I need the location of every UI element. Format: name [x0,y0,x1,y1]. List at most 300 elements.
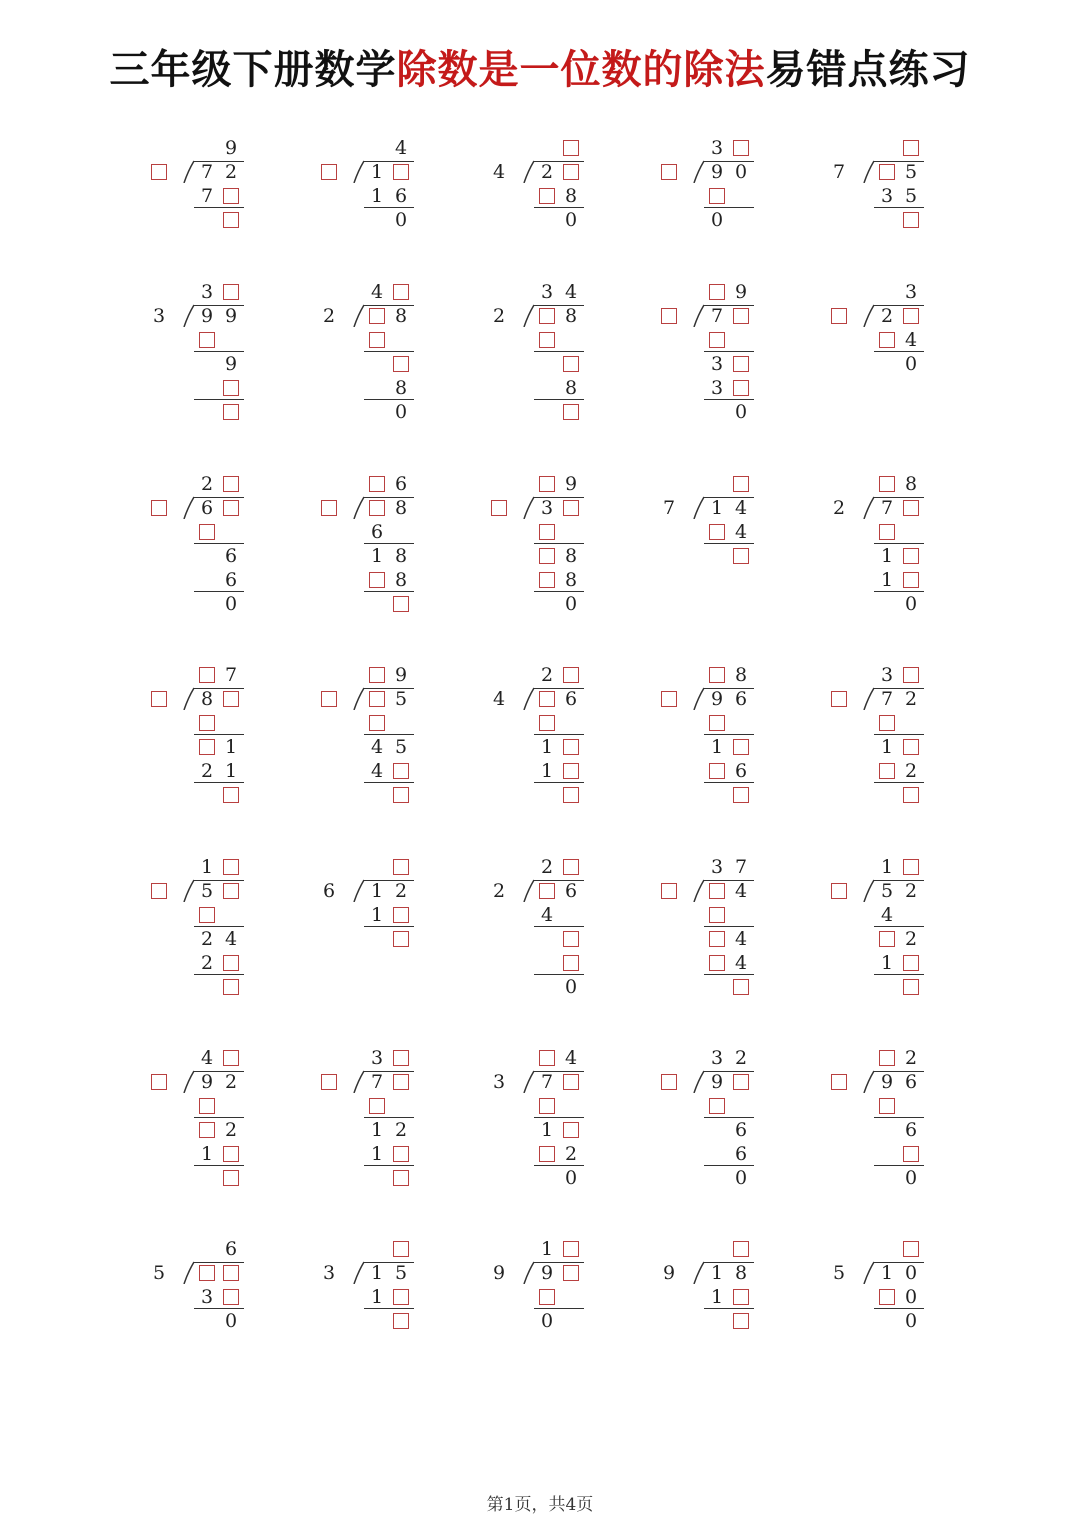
answer-box[interactable] [709,188,725,204]
answer-box[interactable] [369,715,385,731]
answer-box[interactable] [661,308,677,324]
answer-box[interactable] [539,1289,555,1305]
answer-box[interactable] [393,1313,409,1329]
answer-box[interactable] [321,1074,337,1090]
answer-box[interactable] [393,356,409,372]
answer-box[interactable] [733,979,749,995]
answer-box[interactable] [879,763,895,779]
quotient-digit: 9 [564,473,578,495]
answer-box[interactable] [539,572,555,588]
quotient-digit: 2 [540,856,554,878]
answer-box[interactable] [223,404,239,420]
dividend-digit: 8 [394,305,408,327]
answer-box[interactable] [733,1289,749,1305]
division-bracket [860,159,880,183]
title-suffix: 易错点练习 [765,47,971,93]
quotient-digit: 8 [904,473,918,495]
answer-box[interactable] [393,763,409,779]
step-digit: 0 [904,1286,918,1308]
step-digit: 0 [564,209,578,231]
answer-box[interactable] [539,548,555,564]
dividend-digit: 8 [200,688,214,710]
dividend-digit: 2 [224,161,238,183]
step-digit: 2 [200,952,214,974]
answer-box[interactable] [903,787,919,803]
answer-box[interactable] [879,524,895,540]
answer-box[interactable] [199,667,215,683]
step-digit: 1 [370,185,384,207]
dividend-digit: 1 [370,161,384,183]
dividend-digit: 5 [394,1262,408,1284]
answer-box[interactable] [879,332,895,348]
answer-box[interactable] [831,1074,847,1090]
dividend-digit: 5 [394,688,408,710]
step-digit: 0 [564,1167,578,1189]
step-digit: 2 [200,760,214,782]
answer-box[interactable] [539,1098,555,1114]
quotient-digit: 9 [224,137,238,159]
answer-box[interactable] [539,476,555,492]
answer-box[interactable] [321,500,337,516]
step-digit: 4 [734,928,748,950]
answer-box[interactable] [393,164,409,180]
quotient-digit: 2 [200,473,214,495]
answer-box[interactable] [151,500,167,516]
step-digit: 4 [734,952,748,974]
quotient-digit: 6 [224,1238,238,1260]
answer-box[interactable] [393,787,409,803]
dividend-digit: 3 [540,497,554,519]
answer-box[interactable] [223,1170,239,1186]
answer-box[interactable] [903,1241,919,1257]
answer-box[interactable] [661,883,677,899]
division-bracket [350,686,370,710]
quotient-digit: 7 [734,856,748,878]
answer-box[interactable] [903,212,919,228]
divisor: 2 [492,305,506,327]
step-digit: 4 [370,760,384,782]
answer-box[interactable] [223,883,239,899]
answer-box[interactable] [879,476,895,492]
answer-box[interactable] [733,356,749,372]
dividend-digit: 4 [734,497,748,519]
answer-box[interactable] [199,1122,215,1138]
answer-box[interactable] [539,715,555,731]
step-digit: 0 [710,209,724,231]
quotient-digit: 1 [200,856,214,878]
step-line [364,591,414,592]
answer-box[interactable] [393,1050,409,1066]
dividend-digit: 2 [904,880,918,902]
answer-box[interactable] [903,1146,919,1162]
quotient-digit: 4 [564,281,578,303]
answer-box[interactable] [223,500,239,516]
step-line [534,926,584,927]
divisor: 3 [492,1071,506,1093]
dividend-digit: 0 [904,1262,918,1284]
answer-box[interactable] [903,572,919,588]
answer-box[interactable] [539,188,555,204]
step-line [364,926,414,927]
answer-box[interactable] [709,1098,725,1114]
answer-box[interactable] [563,164,579,180]
answer-box[interactable] [369,667,385,683]
quotient-digit: 9 [734,281,748,303]
step-digit: 8 [564,377,578,399]
answer-box[interactable] [733,1313,749,1329]
dividend-digit: 1 [710,1262,724,1284]
divisor: 9 [662,1262,676,1284]
answer-box[interactable] [563,1074,579,1090]
answer-box[interactable] [733,1241,749,1257]
answer-box[interactable] [563,140,579,156]
division-bracket [520,878,540,902]
step-digit: 1 [540,736,554,758]
answer-box[interactable] [369,476,385,492]
answer-box[interactable] [223,1289,239,1305]
answer-box[interactable] [563,500,579,516]
answer-box[interactable] [321,691,337,707]
step-digit: 5 [904,185,918,207]
divisor: 7 [832,161,846,183]
answer-box[interactable] [223,787,239,803]
answer-box[interactable] [369,572,385,588]
answer-box[interactable] [563,1265,579,1281]
step-line [194,974,244,975]
quotient-digit: 3 [200,281,214,303]
step-digit: 2 [394,1119,408,1141]
quotient-digit: 3 [904,281,918,303]
answer-box[interactable] [661,164,677,180]
quotient-digit: 3 [710,856,724,878]
answer-box[interactable] [563,931,579,947]
answer-box[interactable] [223,212,239,228]
step-line [874,782,924,783]
answer-box[interactable] [321,164,337,180]
answer-box[interactable] [879,931,895,947]
dividend-digit: 9 [710,1071,724,1093]
step-line [194,782,244,783]
division-bracket [520,686,540,710]
step-digit: 3 [710,353,724,375]
answer-box[interactable] [491,500,507,516]
step-digit: 1 [200,1143,214,1165]
dividend-digit: 5 [880,880,894,902]
answer-box[interactable] [223,979,239,995]
answer-box[interactable] [199,524,215,540]
answer-box[interactable] [709,284,725,300]
step-line [704,1308,754,1309]
answer-box[interactable] [709,955,725,971]
answer-box[interactable] [223,1050,239,1066]
answer-box[interactable] [733,1074,749,1090]
answer-box[interactable] [563,404,579,420]
division-bracket [350,495,370,519]
answer-box[interactable] [879,1289,895,1305]
dividend-digit: 7 [880,688,894,710]
step-line [364,351,414,352]
step-line [874,974,924,975]
step-digit: 5 [394,736,408,758]
answer-box[interactable] [563,356,579,372]
divisor: 2 [322,305,336,327]
step-digit: 6 [224,545,238,567]
quotient-digit: 3 [540,281,554,303]
step-line [534,782,584,783]
answer-box[interactable] [903,859,919,875]
answer-box[interactable] [393,931,409,947]
answer-box[interactable] [733,787,749,803]
step-digit: 0 [734,1167,748,1189]
step-line [704,782,754,783]
step-digit: 6 [734,1143,748,1165]
answer-box[interactable] [199,907,215,923]
answer-box[interactable] [393,284,409,300]
step-digit: 9 [224,353,238,375]
step-digit: 8 [564,545,578,567]
answer-box[interactable] [223,188,239,204]
answer-box[interactable] [831,883,847,899]
answer-box[interactable] [831,691,847,707]
answer-box[interactable] [903,500,919,516]
answer-box[interactable] [903,308,919,324]
dividend-digit: 6 [904,1071,918,1093]
answer-box[interactable] [539,1050,555,1066]
title-prefix: 三年级下册数学 [109,47,397,93]
answer-box[interactable] [539,308,555,324]
answer-box[interactable] [393,1170,409,1186]
step-digit: 8 [564,185,578,207]
answer-box[interactable] [733,308,749,324]
step-digit: 0 [564,976,578,998]
step-digit: 7 [200,185,214,207]
answer-box[interactable] [733,548,749,564]
step-digit: 4 [734,521,748,543]
answer-box[interactable] [393,596,409,612]
divisor: 9 [492,1262,506,1284]
answer-box[interactable] [733,739,749,755]
quotient-digit: 1 [540,1238,554,1260]
answer-box[interactable] [223,284,239,300]
quotient-digit: 3 [370,1047,384,1069]
quotient-digit: 2 [734,1047,748,1069]
step-digit: 0 [564,593,578,615]
step-line [194,207,244,208]
dividend-digit: 9 [540,1262,554,1284]
answer-box[interactable] [151,691,167,707]
division-bracket [350,303,370,327]
division-bracket [690,878,710,902]
step-digit: 6 [904,1119,918,1141]
step-digit: 8 [394,545,408,567]
answer-box[interactable] [199,1265,215,1281]
step-line [194,399,244,400]
answer-box[interactable] [709,524,725,540]
answer-box[interactable] [709,907,725,923]
answer-box[interactable] [903,979,919,995]
dividend-digit: 0 [734,161,748,183]
answer-box[interactable] [199,332,215,348]
step-digit: 0 [734,401,748,423]
dividend-digit: 8 [734,1262,748,1284]
step-digit: 3 [200,1286,214,1308]
step-digit: 0 [904,593,918,615]
dividend-digit: 9 [200,1071,214,1093]
answer-box[interactable] [223,691,239,707]
answer-box[interactable] [709,667,725,683]
answer-box[interactable] [199,715,215,731]
answer-box[interactable] [223,1265,239,1281]
step-digit: 2 [904,928,918,950]
page-footer: 第1页，共4页 [486,1495,594,1515]
answer-box[interactable] [369,500,385,516]
dividend-digit: 9 [880,1071,894,1093]
divisor: 4 [492,161,506,183]
answer-box[interactable] [393,1074,409,1090]
answer-box[interactable] [393,907,409,923]
divisor: 6 [322,880,336,902]
answer-box[interactable] [539,691,555,707]
answer-box[interactable] [879,1050,895,1066]
answer-box[interactable] [709,715,725,731]
dividend-digit: 1 [370,1262,384,1284]
step-digit: 2 [224,1119,238,1141]
step-digit: 3 [710,377,724,399]
step-digit: 4 [904,329,918,351]
quotient-digit: 4 [370,281,384,303]
step-digit: 0 [224,593,238,615]
step-digit: 1 [540,1119,554,1141]
dividend-digit: 2 [224,1071,238,1093]
step-digit: 6 [394,185,408,207]
answer-box[interactable] [903,548,919,564]
divisor: 7 [662,497,676,519]
answer-box[interactable] [879,1098,895,1114]
answer-box[interactable] [563,1241,579,1257]
step-digit: 6 [224,569,238,591]
divisor: 5 [152,1262,166,1284]
step-line [534,351,584,352]
answer-box[interactable] [369,332,385,348]
step-digit: 1 [540,760,554,782]
answer-box[interactable] [709,763,725,779]
answer-box[interactable] [831,308,847,324]
answer-box[interactable] [563,859,579,875]
answer-box[interactable] [709,883,725,899]
step-digit: 1 [370,904,384,926]
answer-box[interactable] [223,859,239,875]
answer-box[interactable] [539,332,555,348]
answer-box[interactable] [223,1146,239,1162]
answer-box[interactable] [539,1146,555,1162]
step-digit: 6 [734,760,748,782]
step-line [364,1165,414,1166]
answer-box[interactable] [709,931,725,947]
step-digit: 3 [880,185,894,207]
step-digit: 0 [904,1167,918,1189]
dividend-digit: 1 [710,497,724,519]
answer-box[interactable] [661,691,677,707]
step-digit: 4 [370,736,384,758]
step-digit: 1 [224,760,238,782]
answer-box[interactable] [879,164,895,180]
answer-box[interactable] [733,140,749,156]
step-digit: 8 [394,569,408,591]
answer-box[interactable] [393,1241,409,1257]
step-digit: 1 [880,736,894,758]
step-digit: 1 [880,569,894,591]
answer-box[interactable] [539,524,555,540]
answer-box[interactable] [393,1289,409,1305]
step-digit: 8 [394,377,408,399]
quotient-digit: 4 [394,137,408,159]
answer-box[interactable] [563,955,579,971]
divisor: 3 [152,305,166,327]
answer-box[interactable] [903,739,919,755]
step-digit: 6 [370,521,384,543]
dividend-digit: 2 [880,305,894,327]
answer-box[interactable] [733,476,749,492]
step-digit: 4 [540,904,554,926]
answer-box[interactable] [151,164,167,180]
answer-box[interactable] [393,859,409,875]
answer-box[interactable] [733,380,749,396]
answer-box[interactable] [369,691,385,707]
dividend-digit: 8 [564,305,578,327]
answer-box[interactable] [223,476,239,492]
answer-box[interactable] [903,955,919,971]
answer-box[interactable] [879,715,895,731]
answer-box[interactable] [151,1074,167,1090]
dividend-digit: 6 [564,688,578,710]
answer-box[interactable] [661,1074,677,1090]
answer-box[interactable] [563,1122,579,1138]
step-line [704,543,754,544]
answer-box[interactable] [903,140,919,156]
answer-box[interactable] [563,763,579,779]
divisor: 4 [492,688,506,710]
answer-box[interactable] [393,1146,409,1162]
step-line [364,1308,414,1309]
answer-box[interactable] [151,883,167,899]
answer-box[interactable] [563,739,579,755]
step-digit: 1 [880,952,894,974]
answer-box[interactable] [709,332,725,348]
dividend-digit: 6 [734,688,748,710]
answer-box[interactable] [369,1098,385,1114]
quotient-digit: 7 [224,664,238,686]
dividend-digit: 9 [200,305,214,327]
step-digit: 1 [370,1143,384,1165]
answer-box[interactable] [223,955,239,971]
quotient-digit: 2 [904,1047,918,1069]
step-digit: 1 [710,736,724,758]
answer-box[interactable] [563,667,579,683]
answer-box[interactable] [563,787,579,803]
step-line [194,1165,244,1166]
answer-box[interactable] [369,308,385,324]
answer-box[interactable] [223,380,239,396]
step-digit: 8 [564,569,578,591]
division-bracket [520,303,540,327]
answer-box[interactable] [199,739,215,755]
answer-box[interactable] [539,883,555,899]
dividend-digit: 4 [734,880,748,902]
answer-box[interactable] [903,667,919,683]
step-line [704,974,754,975]
step-digit: 0 [224,1310,238,1332]
answer-box[interactable] [199,1098,215,1114]
